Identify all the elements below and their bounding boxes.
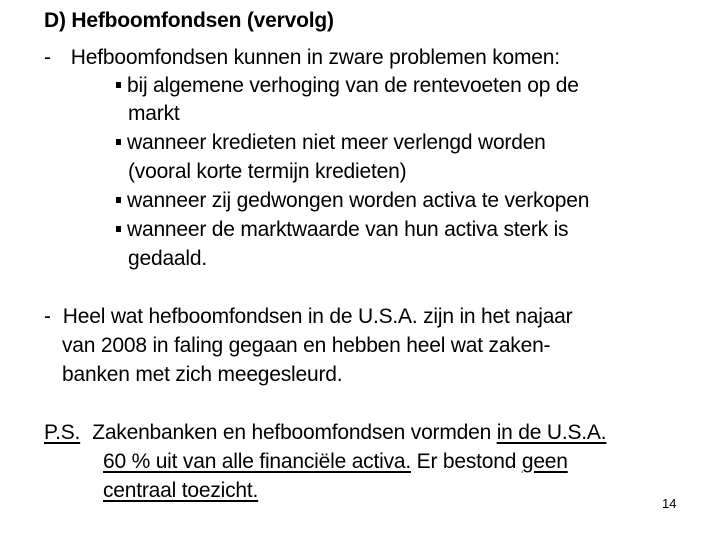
section1-intro-text: Hefboomfondsen kunnen in zware problemen komen: xyxy=(70,46,560,69)
bullet-item-2-cont: (vooral korte termijn kredieten) xyxy=(128,160,407,183)
ps-line2: 60 % uit van alle financiële activa. Er bestond geen xyxy=(103,450,568,473)
square-bullet-icon xyxy=(116,82,121,88)
bullet-item-4-cont: gedaald. xyxy=(128,247,207,270)
ps-line3: centraal toezicht. xyxy=(103,479,259,502)
section1-intro xyxy=(44,45,560,71)
dash-marker: - xyxy=(44,46,51,69)
square-bullet-icon xyxy=(116,226,121,232)
section2-line2: van 2008 in faling gegaan en hebben heel wat zaken- xyxy=(62,334,551,357)
section2-line3: banken met zich meegesleurd. xyxy=(62,363,343,386)
square-bullet-icon xyxy=(116,139,121,145)
ps-line1: P.S. Zakenbanken en hefboomfondsen vormden in de U.S.A. xyxy=(44,421,607,444)
ps-label: P.S. xyxy=(44,421,81,444)
bullet-item-2: wanneer kredieten niet meer verlengd worden xyxy=(116,130,546,156)
section2-line1: - Heel wat hefboomfondsen in de U.S.A. zijn in het najaar xyxy=(44,305,573,328)
dash-marker: - xyxy=(44,305,51,328)
bullet-item-3: wanneer zij gedwongen worden activa te verkopen xyxy=(116,188,589,214)
slide-title: D) Hefboomfondsen (vervolg) xyxy=(44,9,334,32)
bullet-item-1-cont: markt xyxy=(128,102,180,125)
square-bullet-icon xyxy=(116,197,121,203)
page-number: 14 xyxy=(662,496,677,511)
bullet-item-1: bij algemene verhoging van de rentevoeten op de xyxy=(116,73,579,99)
bullet-item-4: wanneer de marktwaarde van hun activa sterk is xyxy=(116,217,568,243)
